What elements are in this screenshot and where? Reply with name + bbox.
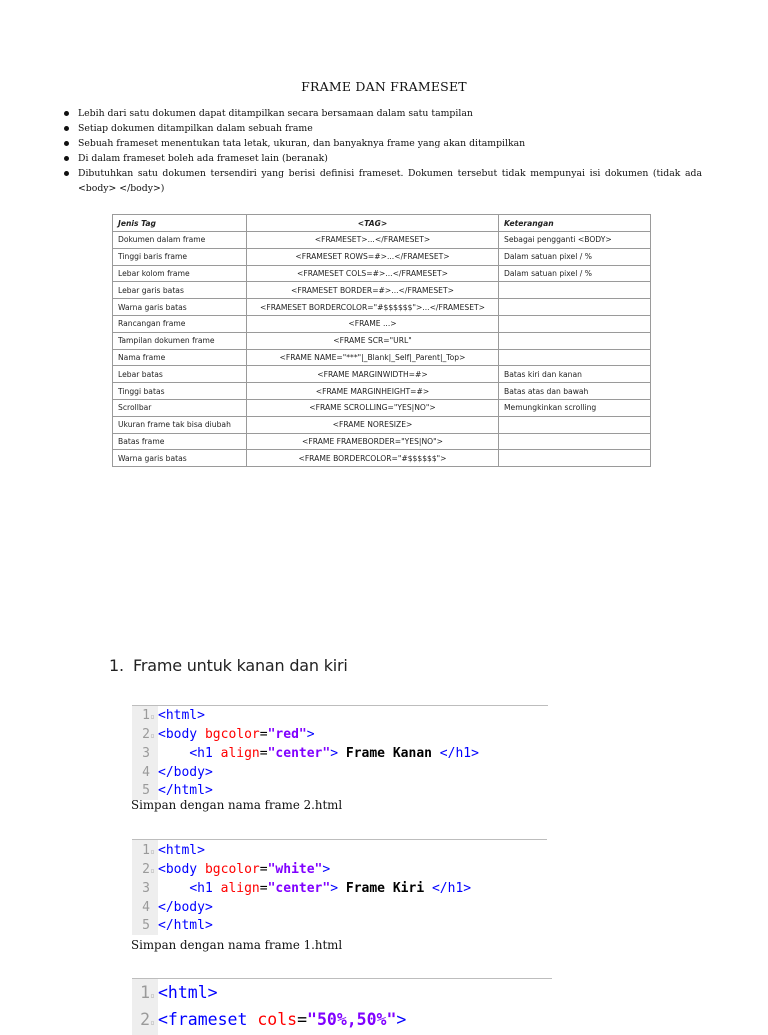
cell-tag: <FRAME MARGINWIDTH=#>	[247, 366, 499, 383]
cell-tag: <FRAME NORESIZE>	[247, 416, 499, 433]
code-line	[132, 764, 548, 782]
fold-marker-icon[interactable]: ▫	[150, 1018, 155, 1027]
line-number: 3	[142, 746, 150, 762]
bullet-list	[62, 106, 702, 196]
code-token: =	[259, 862, 268, 878]
line-number: 4	[142, 764, 150, 780]
code-token: >	[330, 881, 339, 897]
code-content	[158, 862, 330, 877]
code-token: </html>	[158, 782, 213, 798]
fold-marker-icon[interactable]: ▫	[150, 847, 155, 856]
line-number: 5	[142, 917, 150, 933]
code-token: </html>	[158, 917, 213, 933]
cell-jenis-tag: Lebar garis batas	[113, 282, 247, 299]
code-token: <frameset	[158, 1010, 248, 1029]
line-number: 3	[142, 881, 150, 897]
cell-keterangan	[499, 349, 651, 366]
code-token: <h1	[189, 881, 213, 897]
bullet-item: Setiap dokumen ditampilkan dalam sebuah frame	[62, 121, 702, 136]
cell-tag: <FRAMESET>...</FRAMESET>	[247, 232, 499, 249]
code-token: "center"	[267, 881, 331, 897]
code-token: Frame Kanan	[338, 746, 440, 762]
code-line	[132, 861, 547, 880]
bullet-item: Sebuah frameset menentukan tata letak, ukuran, dan banyaknya frame yang akan ditampilkan	[62, 136, 702, 151]
table-row	[113, 315, 651, 332]
code-block-frame-kanan	[132, 705, 548, 800]
cell-keterangan	[499, 315, 651, 332]
line-number: 2	[140, 1010, 150, 1029]
line-number: 4	[142, 899, 150, 915]
cell-jenis-tag: Dokumen dalam frame	[113, 232, 247, 249]
code-content	[158, 900, 213, 915]
cell-keterangan	[499, 299, 651, 316]
code-token: <body	[158, 727, 198, 743]
bullet-item: Di dalam frameset boleh ada frameset lain (beranak)	[62, 151, 702, 166]
code-token: =	[259, 746, 268, 762]
code-content	[158, 765, 213, 780]
cell-jenis-tag: Tampilan dokumen frame	[113, 332, 247, 349]
code-content	[158, 918, 213, 933]
code-content	[158, 881, 471, 896]
caption-frame-1: Simpan dengan nama frame 1.html	[131, 938, 343, 952]
code-content	[158, 783, 213, 798]
code-line	[132, 880, 547, 898]
cell-jenis-tag: Nama frame	[113, 349, 247, 366]
cell-keterangan: Batas kiri dan kanan	[499, 366, 651, 383]
code-line	[132, 726, 548, 745]
cell-keterangan: Memungkinkan scrolling	[499, 399, 651, 416]
cell-keterangan	[499, 416, 651, 433]
cell-tag: <FRAME NAME="***"|_Blank|_Self|_Parent|_Top>	[247, 349, 499, 366]
code-token: Frame Kiri	[338, 881, 432, 897]
cell-tag: <FRAME SCROLLING="YES|NO">	[247, 399, 499, 416]
code-token: =	[259, 727, 268, 743]
cell-tag: <FRAMESET BORDER=#>...</FRAMESET>	[247, 282, 499, 299]
cell-tag: <FRAME BORDERCOLOR="#$$$$$$">	[247, 450, 499, 467]
code-line	[132, 917, 547, 935]
fold-marker-icon[interactable]: ▫	[150, 712, 155, 721]
table-row	[113, 282, 651, 299]
code-token: <h1	[189, 746, 213, 762]
code-token: cols	[247, 1010, 298, 1029]
code-line	[132, 707, 548, 726]
code-token: <body	[158, 862, 198, 878]
code-line	[132, 1008, 552, 1035]
code-content	[158, 843, 205, 858]
cell-keterangan	[499, 433, 651, 450]
code-token: =	[297, 1010, 308, 1029]
code-content	[158, 708, 205, 723]
cell-jenis-tag: Batas frame	[113, 433, 247, 450]
code-content	[158, 727, 315, 742]
table-header-row	[113, 215, 651, 232]
table-row	[113, 433, 651, 450]
code-token: "red"	[267, 727, 307, 743]
code-token: >	[330, 746, 339, 762]
cell-tag: <FRAME SCR="URL"	[247, 332, 499, 349]
column-header-keterangan: Keterangan	[499, 215, 651, 232]
table-row	[113, 416, 651, 433]
table-row	[113, 299, 651, 316]
section-heading	[109, 656, 348, 675]
cell-tag: <FRAME MARGINHEIGHT=#>	[247, 383, 499, 400]
code-token: "white"	[267, 862, 323, 878]
table-row	[113, 232, 651, 249]
cell-jenis-tag: Rancangan frame	[113, 315, 247, 332]
cell-jenis-tag: Lebar kolom frame	[113, 265, 247, 282]
code-content	[158, 1010, 406, 1029]
cell-keterangan	[499, 450, 651, 467]
cell-jenis-tag: Lebar batas	[113, 366, 247, 383]
line-number: 1	[140, 983, 150, 1002]
code-line	[132, 899, 547, 917]
code-token: <html>	[158, 983, 218, 1002]
code-block-frame-kiri	[132, 839, 547, 935]
table-row	[113, 450, 651, 467]
column-header-tag: <TAG>	[247, 215, 499, 232]
code-token: >	[396, 1010, 407, 1029]
table-body	[113, 232, 651, 467]
code-content	[158, 746, 479, 761]
table-row	[113, 349, 651, 366]
line-number: 1	[142, 708, 150, 723]
cell-jenis-tag: Tinggi batas	[113, 383, 247, 400]
code-token: "50%,50%"	[307, 1010, 397, 1029]
cell-jenis-tag: Scrollbar	[113, 399, 247, 416]
table-row	[113, 265, 651, 282]
fold-marker-icon[interactable]: ▫	[150, 731, 155, 741]
cell-jenis-tag: Tinggi baris frame	[113, 248, 247, 265]
code-token: <html>	[158, 708, 205, 723]
cell-keterangan: Dalam satuan pixel / %	[499, 248, 651, 265]
code-line	[132, 842, 547, 861]
line-number: 2	[142, 862, 150, 878]
bullet-item: Dibutuhkan satu dokumen tersendiri yang berisi definisi frameset. Dokumen tersebut tidak mempunyai isi dokumen (tidak ada <body> </body>)	[62, 166, 702, 196]
caption-frame-2: Simpan dengan nama frame 2.html	[131, 798, 343, 812]
line-number: 5	[142, 782, 150, 798]
code-token: align	[212, 746, 260, 762]
section-number: 1.	[109, 656, 124, 675]
cell-tag: <FRAMESET BORDERCOLOR="#$$$$$$">...</FRAMESET>	[247, 299, 499, 316]
cell-jenis-tag: Warna garis batas	[113, 299, 247, 316]
cell-tag: <FRAME ...>	[247, 315, 499, 332]
code-block-frameset	[132, 978, 552, 1035]
code-token: >	[322, 862, 331, 878]
cell-tag: <FRAMESET ROWS=#>...</FRAMESET>	[247, 248, 499, 265]
code-content	[158, 983, 218, 1002]
code-token: </body>	[158, 764, 213, 780]
code-token: <html>	[158, 843, 205, 858]
code-token: "center"	[267, 746, 331, 762]
code-token: bgcolor	[197, 727, 260, 743]
cell-keterangan: Batas atas dan bawah	[499, 383, 651, 400]
cell-tag: <FRAMESET COLS=#>...</FRAMESET>	[247, 265, 499, 282]
table-row	[113, 248, 651, 265]
code-token: </h1>	[431, 881, 472, 897]
line-number: 2	[142, 727, 150, 743]
code-token: align	[212, 881, 260, 897]
cell-keterangan	[499, 332, 651, 349]
cell-tag: <FRAME FRAMEBORDER="YES|NO">	[247, 433, 499, 450]
bullet-item: Lebih dari satu dokumen dapat ditampilkan secara bersamaan dalam satu tampilan	[62, 106, 702, 121]
cell-keterangan: Dalam satuan pixel / %	[499, 265, 651, 282]
code-line	[132, 981, 552, 1008]
code-token: =	[259, 881, 268, 897]
line-number: 1	[142, 843, 150, 858]
table-row	[113, 399, 651, 416]
fold-marker-icon[interactable]: ▫	[150, 866, 155, 876]
cell-jenis-tag: Warna garis batas	[113, 450, 247, 467]
code-token: </h1>	[439, 746, 479, 762]
page-title: FRAME DAN FRAMESET	[301, 79, 467, 94]
section-title: Frame untuk kanan dan kiri	[133, 656, 348, 675]
cell-jenis-tag: Ukuran frame tak bisa diubah	[113, 416, 247, 433]
table-row	[113, 366, 651, 383]
code-token: </body>	[158, 899, 213, 915]
table-row	[113, 383, 651, 400]
code-token: >	[306, 727, 315, 743]
cell-keterangan	[499, 282, 651, 299]
column-header-jenis-tag: Jenis Tag	[113, 215, 247, 232]
code-token: bgcolor	[197, 862, 260, 878]
cell-keterangan: Sebagai pengganti <BODY>	[499, 232, 651, 249]
fold-marker-icon[interactable]: ▫	[150, 991, 155, 1000]
code-line	[132, 745, 548, 763]
tag-table	[112, 214, 651, 467]
table-row	[113, 332, 651, 349]
